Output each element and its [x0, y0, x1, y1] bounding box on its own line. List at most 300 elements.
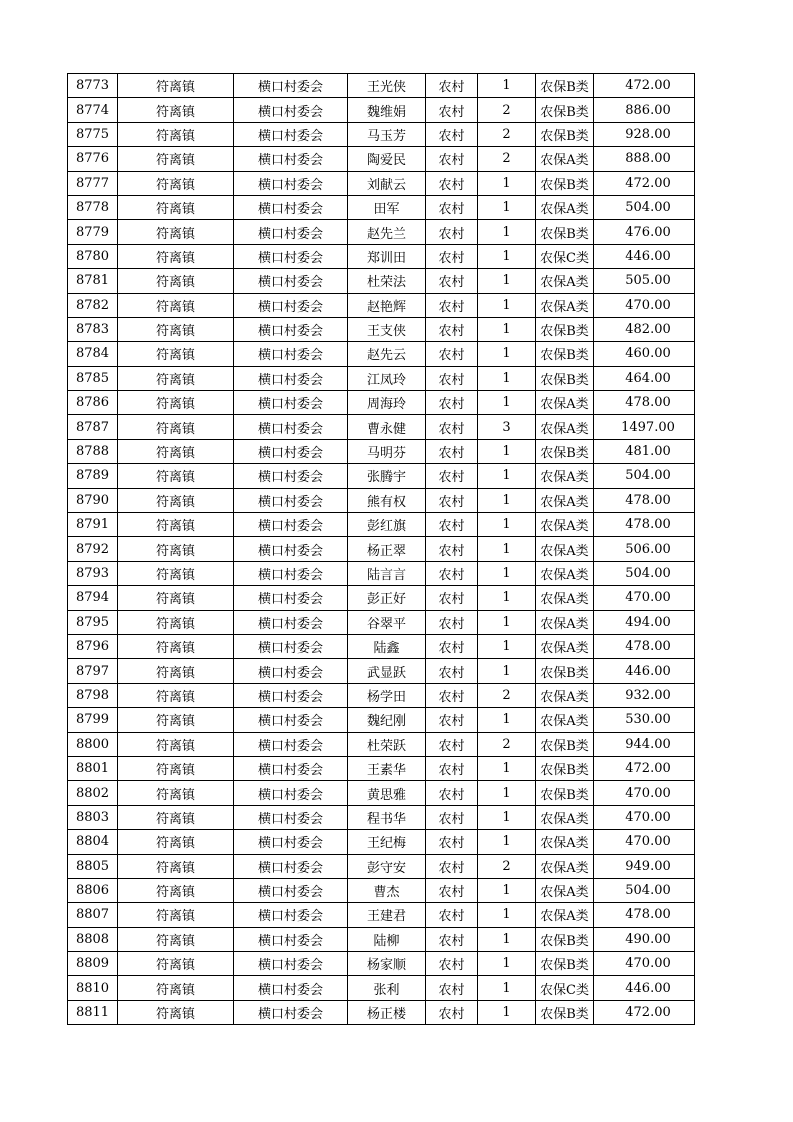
insurance-category-cell: 农保A类: [536, 391, 594, 415]
insurance-category-cell: 农保B类: [536, 952, 594, 976]
amount-cell: 472.00: [594, 74, 695, 98]
insurance-category-cell: 农保A类: [536, 683, 594, 707]
village-committee-cell: 横口村委会: [234, 171, 348, 195]
insurance-category-cell: 农保A类: [536, 464, 594, 488]
household-count-cell: 2: [478, 147, 536, 171]
row-number-cell: 8796: [68, 634, 118, 658]
area-type-cell: 农村: [426, 122, 478, 146]
area-type-cell: 农村: [426, 878, 478, 902]
town-cell: 符离镇: [118, 903, 234, 927]
row-number-cell: 8773: [68, 74, 118, 98]
amount-cell: 446.00: [594, 244, 695, 268]
household-count-cell: 1: [478, 634, 536, 658]
table-row: [68, 147, 695, 171]
area-type-cell: 农村: [426, 317, 478, 341]
row-number-cell: 8795: [68, 610, 118, 634]
town-cell: 符离镇: [118, 659, 234, 683]
amount-cell: 472.00: [594, 756, 695, 780]
insurance-category-cell: 农保B类: [536, 74, 594, 98]
row-number-cell: 8783: [68, 317, 118, 341]
person-name-cell: 江凤玲: [348, 366, 426, 390]
village-committee-cell: 横口村委会: [234, 488, 348, 512]
town-cell: 符离镇: [118, 927, 234, 951]
amount-cell: 470.00: [594, 830, 695, 854]
table-row: [68, 878, 695, 902]
household-count-cell: 1: [478, 366, 536, 390]
household-count-cell: 1: [478, 244, 536, 268]
row-number-cell: 8792: [68, 537, 118, 561]
person-name-cell: 王纪梅: [348, 830, 426, 854]
amount-cell: 478.00: [594, 903, 695, 927]
amount-cell: 478.00: [594, 391, 695, 415]
household-count-cell: 3: [478, 415, 536, 439]
amount-cell: 1497.00: [594, 415, 695, 439]
table-row: [68, 683, 695, 707]
insurance-category-cell: 农保A类: [536, 488, 594, 512]
table-row: [68, 122, 695, 146]
household-count-cell: 1: [478, 171, 536, 195]
row-number-cell: 8786: [68, 391, 118, 415]
village-committee-cell: 横口村委会: [234, 98, 348, 122]
area-type-cell: 农村: [426, 708, 478, 732]
area-type-cell: 农村: [426, 366, 478, 390]
village-committee-cell: 横口村委会: [234, 708, 348, 732]
area-type-cell: 农村: [426, 220, 478, 244]
amount-cell: 928.00: [594, 122, 695, 146]
household-count-cell: 2: [478, 732, 536, 756]
person-name-cell: 杨学田: [348, 683, 426, 707]
town-cell: 符离镇: [118, 781, 234, 805]
person-name-cell: 赵先兰: [348, 220, 426, 244]
table-row: [68, 952, 695, 976]
person-name-cell: 郑训田: [348, 244, 426, 268]
row-number-cell: 8793: [68, 561, 118, 585]
village-committee-cell: 横口村委会: [234, 293, 348, 317]
area-type-cell: 农村: [426, 439, 478, 463]
area-type-cell: 农村: [426, 586, 478, 610]
person-name-cell: 陶爱民: [348, 147, 426, 171]
town-cell: 符离镇: [118, 488, 234, 512]
insurance-category-cell: 农保B类: [536, 781, 594, 805]
row-number-cell: 8776: [68, 147, 118, 171]
household-count-cell: 1: [478, 561, 536, 585]
person-name-cell: 田军: [348, 195, 426, 219]
town-cell: 符离镇: [118, 342, 234, 366]
household-count-cell: 1: [478, 659, 536, 683]
area-type-cell: 农村: [426, 513, 478, 537]
insurance-category-cell: 农保A类: [536, 293, 594, 317]
row-number-cell: 8779: [68, 220, 118, 244]
insurance-category-cell: 农保A类: [536, 708, 594, 732]
person-name-cell: 马明芬: [348, 439, 426, 463]
household-count-cell: 1: [478, 830, 536, 854]
person-name-cell: 程书华: [348, 805, 426, 829]
row-number-cell: 8801: [68, 756, 118, 780]
insurance-category-cell: 农保B类: [536, 220, 594, 244]
amount-cell: 478.00: [594, 513, 695, 537]
town-cell: 符离镇: [118, 708, 234, 732]
insurance-category-cell: 农保B类: [536, 122, 594, 146]
town-cell: 符离镇: [118, 415, 234, 439]
person-name-cell: 马玉芳: [348, 122, 426, 146]
table-row: [68, 74, 695, 98]
household-count-cell: 1: [478, 805, 536, 829]
amount-cell: 470.00: [594, 805, 695, 829]
insurance-category-cell: 农保A类: [536, 903, 594, 927]
amount-cell: 506.00: [594, 537, 695, 561]
person-name-cell: 曹杰: [348, 878, 426, 902]
amount-cell: 504.00: [594, 464, 695, 488]
insurance-category-cell: 农保A类: [536, 634, 594, 658]
area-type-cell: 农村: [426, 98, 478, 122]
town-cell: 符离镇: [118, 610, 234, 634]
row-number-cell: 8781: [68, 269, 118, 293]
area-type-cell: 农村: [426, 464, 478, 488]
village-committee-cell: 横口村委会: [234, 586, 348, 610]
row-number-cell: 8780: [68, 244, 118, 268]
amount-cell: 504.00: [594, 195, 695, 219]
person-name-cell: 谷翠平: [348, 610, 426, 634]
person-name-cell: 王光侠: [348, 74, 426, 98]
table-row: [68, 317, 695, 341]
area-type-cell: 农村: [426, 244, 478, 268]
town-cell: 符离镇: [118, 805, 234, 829]
insurance-category-cell: 农保A类: [536, 830, 594, 854]
town-cell: 符离镇: [118, 464, 234, 488]
table-row: [68, 610, 695, 634]
person-name-cell: 陆鑫: [348, 634, 426, 658]
village-committee-cell: 横口村委会: [234, 927, 348, 951]
insurance-category-cell: 农保A类: [536, 610, 594, 634]
person-name-cell: 陆言言: [348, 561, 426, 585]
table-row: [68, 781, 695, 805]
table-body: [68, 74, 695, 1025]
town-cell: 符离镇: [118, 366, 234, 390]
amount-cell: 932.00: [594, 683, 695, 707]
household-count-cell: 1: [478, 927, 536, 951]
person-name-cell: 黄思雅: [348, 781, 426, 805]
insurance-category-cell: 农保B类: [536, 98, 594, 122]
person-name-cell: 杨正楼: [348, 1000, 426, 1024]
row-number-cell: 8785: [68, 366, 118, 390]
table-row: [68, 293, 695, 317]
person-name-cell: 杨正翠: [348, 537, 426, 561]
village-committee-cell: 横口村委会: [234, 269, 348, 293]
row-number-cell: 8775: [68, 122, 118, 146]
village-committee-cell: 横口村委会: [234, 195, 348, 219]
row-number-cell: 8803: [68, 805, 118, 829]
household-count-cell: 1: [478, 586, 536, 610]
row-number-cell: 8774: [68, 98, 118, 122]
person-name-cell: 周海玲: [348, 391, 426, 415]
amount-cell: 505.00: [594, 269, 695, 293]
amount-cell: 472.00: [594, 1000, 695, 1024]
table-row: [68, 927, 695, 951]
area-type-cell: 农村: [426, 610, 478, 634]
insurance-category-cell: 农保A类: [536, 147, 594, 171]
row-number-cell: 8794: [68, 586, 118, 610]
area-type-cell: 农村: [426, 74, 478, 98]
area-type-cell: 农村: [426, 781, 478, 805]
amount-cell: 472.00: [594, 171, 695, 195]
insurance-category-cell: 农保B类: [536, 439, 594, 463]
person-name-cell: 杨家顺: [348, 952, 426, 976]
amount-cell: 478.00: [594, 634, 695, 658]
town-cell: 符离镇: [118, 634, 234, 658]
amount-cell: 446.00: [594, 976, 695, 1000]
subsidy-table: [67, 73, 695, 1025]
town-cell: 符离镇: [118, 732, 234, 756]
village-committee-cell: 横口村委会: [234, 805, 348, 829]
household-count-cell: 2: [478, 854, 536, 878]
person-name-cell: 彭守安: [348, 854, 426, 878]
amount-cell: 476.00: [594, 220, 695, 244]
insurance-category-cell: 农保B类: [536, 317, 594, 341]
row-number-cell: 8791: [68, 513, 118, 537]
household-count-cell: 1: [478, 903, 536, 927]
table-row: [68, 854, 695, 878]
town-cell: 符离镇: [118, 952, 234, 976]
town-cell: 符离镇: [118, 1000, 234, 1024]
person-name-cell: 杜荣跃: [348, 732, 426, 756]
household-count-cell: 1: [478, 317, 536, 341]
table-row: [68, 464, 695, 488]
table-row: [68, 195, 695, 219]
village-committee-cell: 横口村委会: [234, 513, 348, 537]
table-row: [68, 513, 695, 537]
row-number-cell: 8784: [68, 342, 118, 366]
village-committee-cell: 横口村委会: [234, 391, 348, 415]
area-type-cell: 农村: [426, 732, 478, 756]
row-number-cell: 8790: [68, 488, 118, 512]
person-name-cell: 彭正好: [348, 586, 426, 610]
row-number-cell: 8777: [68, 171, 118, 195]
town-cell: 符离镇: [118, 220, 234, 244]
table-row: [68, 976, 695, 1000]
area-type-cell: 农村: [426, 391, 478, 415]
area-type-cell: 农村: [426, 342, 478, 366]
row-number-cell: 8789: [68, 464, 118, 488]
village-committee-cell: 横口村委会: [234, 464, 348, 488]
insurance-category-cell: 农保A类: [536, 537, 594, 561]
town-cell: 符离镇: [118, 74, 234, 98]
table-row: [68, 1000, 695, 1024]
town-cell: 符离镇: [118, 513, 234, 537]
village-committee-cell: 横口村委会: [234, 683, 348, 707]
amount-cell: 478.00: [594, 488, 695, 512]
row-number-cell: 8808: [68, 927, 118, 951]
person-name-cell: 张利: [348, 976, 426, 1000]
village-committee-cell: 横口村委会: [234, 415, 348, 439]
household-count-cell: 2: [478, 122, 536, 146]
household-count-cell: 1: [478, 952, 536, 976]
household-count-cell: 2: [478, 98, 536, 122]
amount-cell: 886.00: [594, 98, 695, 122]
area-type-cell: 农村: [426, 195, 478, 219]
table-row: [68, 659, 695, 683]
insurance-category-cell: 农保A类: [536, 561, 594, 585]
table-row: [68, 561, 695, 585]
village-committee-cell: 横口村委会: [234, 732, 348, 756]
household-count-cell: 1: [478, 391, 536, 415]
person-name-cell: 刘献云: [348, 171, 426, 195]
household-count-cell: 1: [478, 781, 536, 805]
amount-cell: 490.00: [594, 927, 695, 951]
table-row: [68, 342, 695, 366]
town-cell: 符离镇: [118, 195, 234, 219]
town-cell: 符离镇: [118, 391, 234, 415]
table-row: [68, 391, 695, 415]
village-committee-cell: 横口村委会: [234, 317, 348, 341]
household-count-cell: 1: [478, 976, 536, 1000]
row-number-cell: 8807: [68, 903, 118, 927]
town-cell: 符离镇: [118, 537, 234, 561]
person-name-cell: 彭红旗: [348, 513, 426, 537]
town-cell: 符离镇: [118, 854, 234, 878]
household-count-cell: 1: [478, 513, 536, 537]
area-type-cell: 农村: [426, 634, 478, 658]
town-cell: 符离镇: [118, 830, 234, 854]
insurance-category-cell: 农保B类: [536, 732, 594, 756]
amount-cell: 470.00: [594, 293, 695, 317]
area-type-cell: 农村: [426, 903, 478, 927]
area-type-cell: 农村: [426, 537, 478, 561]
table-row: [68, 366, 695, 390]
row-number-cell: 8778: [68, 195, 118, 219]
amount-cell: 944.00: [594, 732, 695, 756]
table-row: [68, 903, 695, 927]
table-row: [68, 98, 695, 122]
village-committee-cell: 横口村委会: [234, 1000, 348, 1024]
town-cell: 符离镇: [118, 878, 234, 902]
insurance-category-cell: 农保A类: [536, 195, 594, 219]
row-number-cell: 8797: [68, 659, 118, 683]
row-number-cell: 8800: [68, 732, 118, 756]
person-name-cell: 魏纪刚: [348, 708, 426, 732]
village-committee-cell: 横口村委会: [234, 122, 348, 146]
insurance-category-cell: 农保B类: [536, 659, 594, 683]
table-row: [68, 171, 695, 195]
table-row: [68, 488, 695, 512]
area-type-cell: 农村: [426, 415, 478, 439]
household-count-cell: 1: [478, 878, 536, 902]
insurance-category-cell: 农保A类: [536, 415, 594, 439]
village-committee-cell: 横口村委会: [234, 610, 348, 634]
person-name-cell: 熊有权: [348, 488, 426, 512]
amount-cell: 494.00: [594, 610, 695, 634]
village-committee-cell: 横口村委会: [234, 781, 348, 805]
household-count-cell: 1: [478, 756, 536, 780]
amount-cell: 481.00: [594, 439, 695, 463]
amount-cell: 888.00: [594, 147, 695, 171]
insurance-category-cell: 农保B类: [536, 756, 594, 780]
table-row: [68, 220, 695, 244]
row-number-cell: 8809: [68, 952, 118, 976]
area-type-cell: 农村: [426, 976, 478, 1000]
insurance-category-cell: 农保A类: [536, 854, 594, 878]
village-committee-cell: 横口村委会: [234, 439, 348, 463]
area-type-cell: 农村: [426, 805, 478, 829]
insurance-category-cell: 农保C类: [536, 976, 594, 1000]
table-row: [68, 586, 695, 610]
town-cell: 符离镇: [118, 317, 234, 341]
row-number-cell: 8788: [68, 439, 118, 463]
village-committee-cell: 横口村委会: [234, 342, 348, 366]
table-row: [68, 830, 695, 854]
town-cell: 符离镇: [118, 976, 234, 1000]
village-committee-cell: 横口村委会: [234, 903, 348, 927]
amount-cell: 470.00: [594, 781, 695, 805]
person-name-cell: 王素华: [348, 756, 426, 780]
table-row: [68, 415, 695, 439]
person-name-cell: 武显跃: [348, 659, 426, 683]
village-committee-cell: 横口村委会: [234, 659, 348, 683]
amount-cell: 460.00: [594, 342, 695, 366]
insurance-category-cell: 农保B类: [536, 1000, 594, 1024]
area-type-cell: 农村: [426, 488, 478, 512]
table-row: [68, 537, 695, 561]
area-type-cell: 农村: [426, 147, 478, 171]
area-type-cell: 农村: [426, 927, 478, 951]
table-row: [68, 708, 695, 732]
household-count-cell: 1: [478, 220, 536, 244]
village-committee-cell: 横口村委会: [234, 634, 348, 658]
row-number-cell: 8799: [68, 708, 118, 732]
area-type-cell: 农村: [426, 683, 478, 707]
town-cell: 符离镇: [118, 122, 234, 146]
area-type-cell: 农村: [426, 756, 478, 780]
row-number-cell: 8810: [68, 976, 118, 1000]
amount-cell: 504.00: [594, 878, 695, 902]
row-number-cell: 8806: [68, 878, 118, 902]
village-committee-cell: 横口村委会: [234, 147, 348, 171]
person-name-cell: 王建君: [348, 903, 426, 927]
person-name-cell: 赵艳辉: [348, 293, 426, 317]
row-number-cell: 8782: [68, 293, 118, 317]
table-row: [68, 634, 695, 658]
town-cell: 符离镇: [118, 561, 234, 585]
household-count-cell: 1: [478, 269, 536, 293]
amount-cell: 504.00: [594, 561, 695, 585]
amount-cell: 530.00: [594, 708, 695, 732]
row-number-cell: 8805: [68, 854, 118, 878]
insurance-category-cell: 农保B类: [536, 171, 594, 195]
town-cell: 符离镇: [118, 98, 234, 122]
person-name-cell: 张腾宇: [348, 464, 426, 488]
area-type-cell: 农村: [426, 293, 478, 317]
insurance-category-cell: 农保A类: [536, 269, 594, 293]
town-cell: 符离镇: [118, 147, 234, 171]
household-count-cell: 1: [478, 74, 536, 98]
amount-cell: 446.00: [594, 659, 695, 683]
village-committee-cell: 横口村委会: [234, 854, 348, 878]
area-type-cell: 农村: [426, 659, 478, 683]
person-name-cell: 王支侠: [348, 317, 426, 341]
village-committee-cell: 横口村委会: [234, 74, 348, 98]
village-committee-cell: 横口村委会: [234, 537, 348, 561]
amount-cell: 464.00: [594, 366, 695, 390]
village-committee-cell: 横口村委会: [234, 244, 348, 268]
town-cell: 符离镇: [118, 586, 234, 610]
household-count-cell: 2: [478, 683, 536, 707]
person-name-cell: 陆柳: [348, 927, 426, 951]
area-type-cell: 农村: [426, 269, 478, 293]
village-committee-cell: 横口村委会: [234, 830, 348, 854]
row-number-cell: 8787: [68, 415, 118, 439]
area-type-cell: 农村: [426, 171, 478, 195]
row-number-cell: 8798: [68, 683, 118, 707]
insurance-category-cell: 农保A类: [536, 586, 594, 610]
